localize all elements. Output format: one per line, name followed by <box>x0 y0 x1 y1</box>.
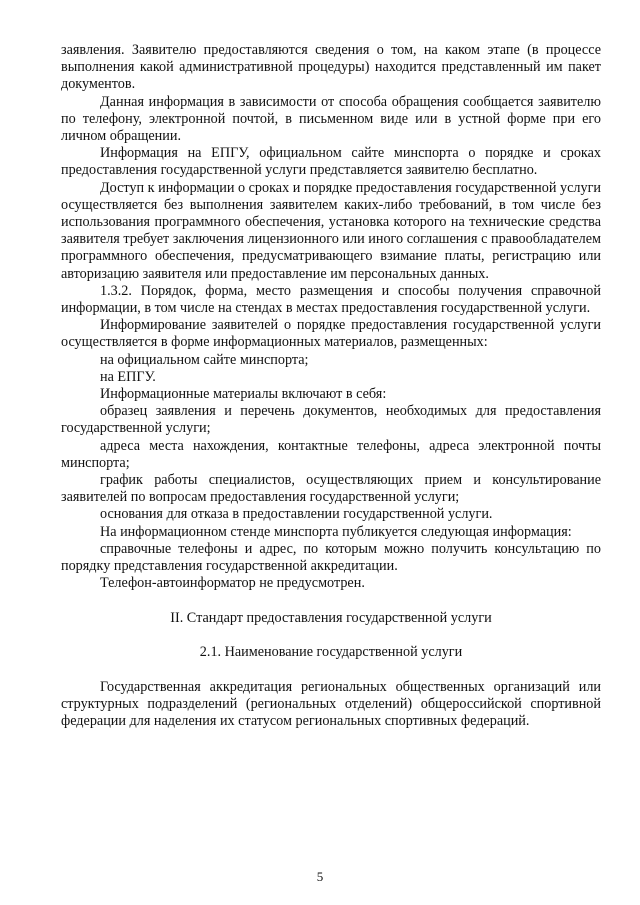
paragraph-service-name: Государственная аккредитация региональных общественных организаций или структурных подразделений (региональных отделений) общероссийской спортивной федерации для наделения их статусом региональных спортивных федераций. <box>61 678 601 730</box>
document-page <box>61 42 601 731</box>
paragraph-stand: На информационном стенде минспорта публикуется следующая информация: <box>100 523 572 540</box>
paragraph-access: Доступ к информации о сроках и порядке предоставления государственной услуги осуществляется без выполнения заявителем каких-либо требований, в том числе без использования программного обеспечения, установка которого на технические средства заявителя требует заключения лицензионного или иного соглашения с правообладателем программного обеспечения, предусматривающего взимание платы, регистрацию или авторизацию заявителя или предоставление им персональных данных. <box>61 179 601 282</box>
list-item-site: на официальном сайте минспорта; <box>100 351 309 368</box>
list-item-sample: образец заявления и перечень документов, необходимых для предоставления государственной услуги; <box>61 403 601 437</box>
paragraph-materials: Информационные материалы включают в себя: <box>100 386 387 403</box>
section-heading: II. Стандарт предоставления государственной услуги <box>170 609 492 626</box>
paragraph-info-channels: Данная информация в зависимости от способа обращения сообщается заявителю по телефону, электронной почтой, в письменном виде или в устной форме при его личном обращении. <box>61 93 601 145</box>
paragraph-autoinformer: Телефон-автоинформатор не предусмотрен. <box>100 575 365 592</box>
list-item-epgu: на ЕПГУ. <box>100 368 156 385</box>
paragraph-epgu-free: Информация на ЕПГУ, официальном сайте минспорта о порядке и сроках предоставления государственной услуги представляется заявителю бесплатно. <box>61 145 601 179</box>
list-item-refusal: основания для отказа в предоставлении государственной услуги. <box>100 506 493 523</box>
paragraph-1-3-2: 1.3.2. Порядок, форма, место размещения и способы получения справочной информации, в том числе на стендах в местах предоставления государственной услуги. <box>61 282 601 317</box>
list-item-addresses: адреса места нахождения, контактные телефоны, адреса электронной почты минспорта; <box>61 437 601 471</box>
paragraph-continuation: заявления. Заявителю предоставляются сведения о том, на каком этапе (в процессе выполнения какой административной процедуры) находится представленный им пакет документов. <box>61 42 601 93</box>
paragraph-informing: Информирование заявителей о порядке предоставления государственной услуги осуществляется в форме информационных материалов, размещенных: <box>61 317 601 351</box>
list-item-schedule: график работы специалистов, осуществляющих прием и консультирование заявителей по вопросам предоставления государственной услуги; <box>61 472 601 506</box>
page-number: 5 <box>316 869 324 884</box>
list-item-phones: справочные телефоны и адрес, по которым можно получить консультацию по порядку представления государственной аккредитации. <box>61 540 601 575</box>
subsection-heading: 2.1. Наименование государственной услуги <box>199 643 463 660</box>
